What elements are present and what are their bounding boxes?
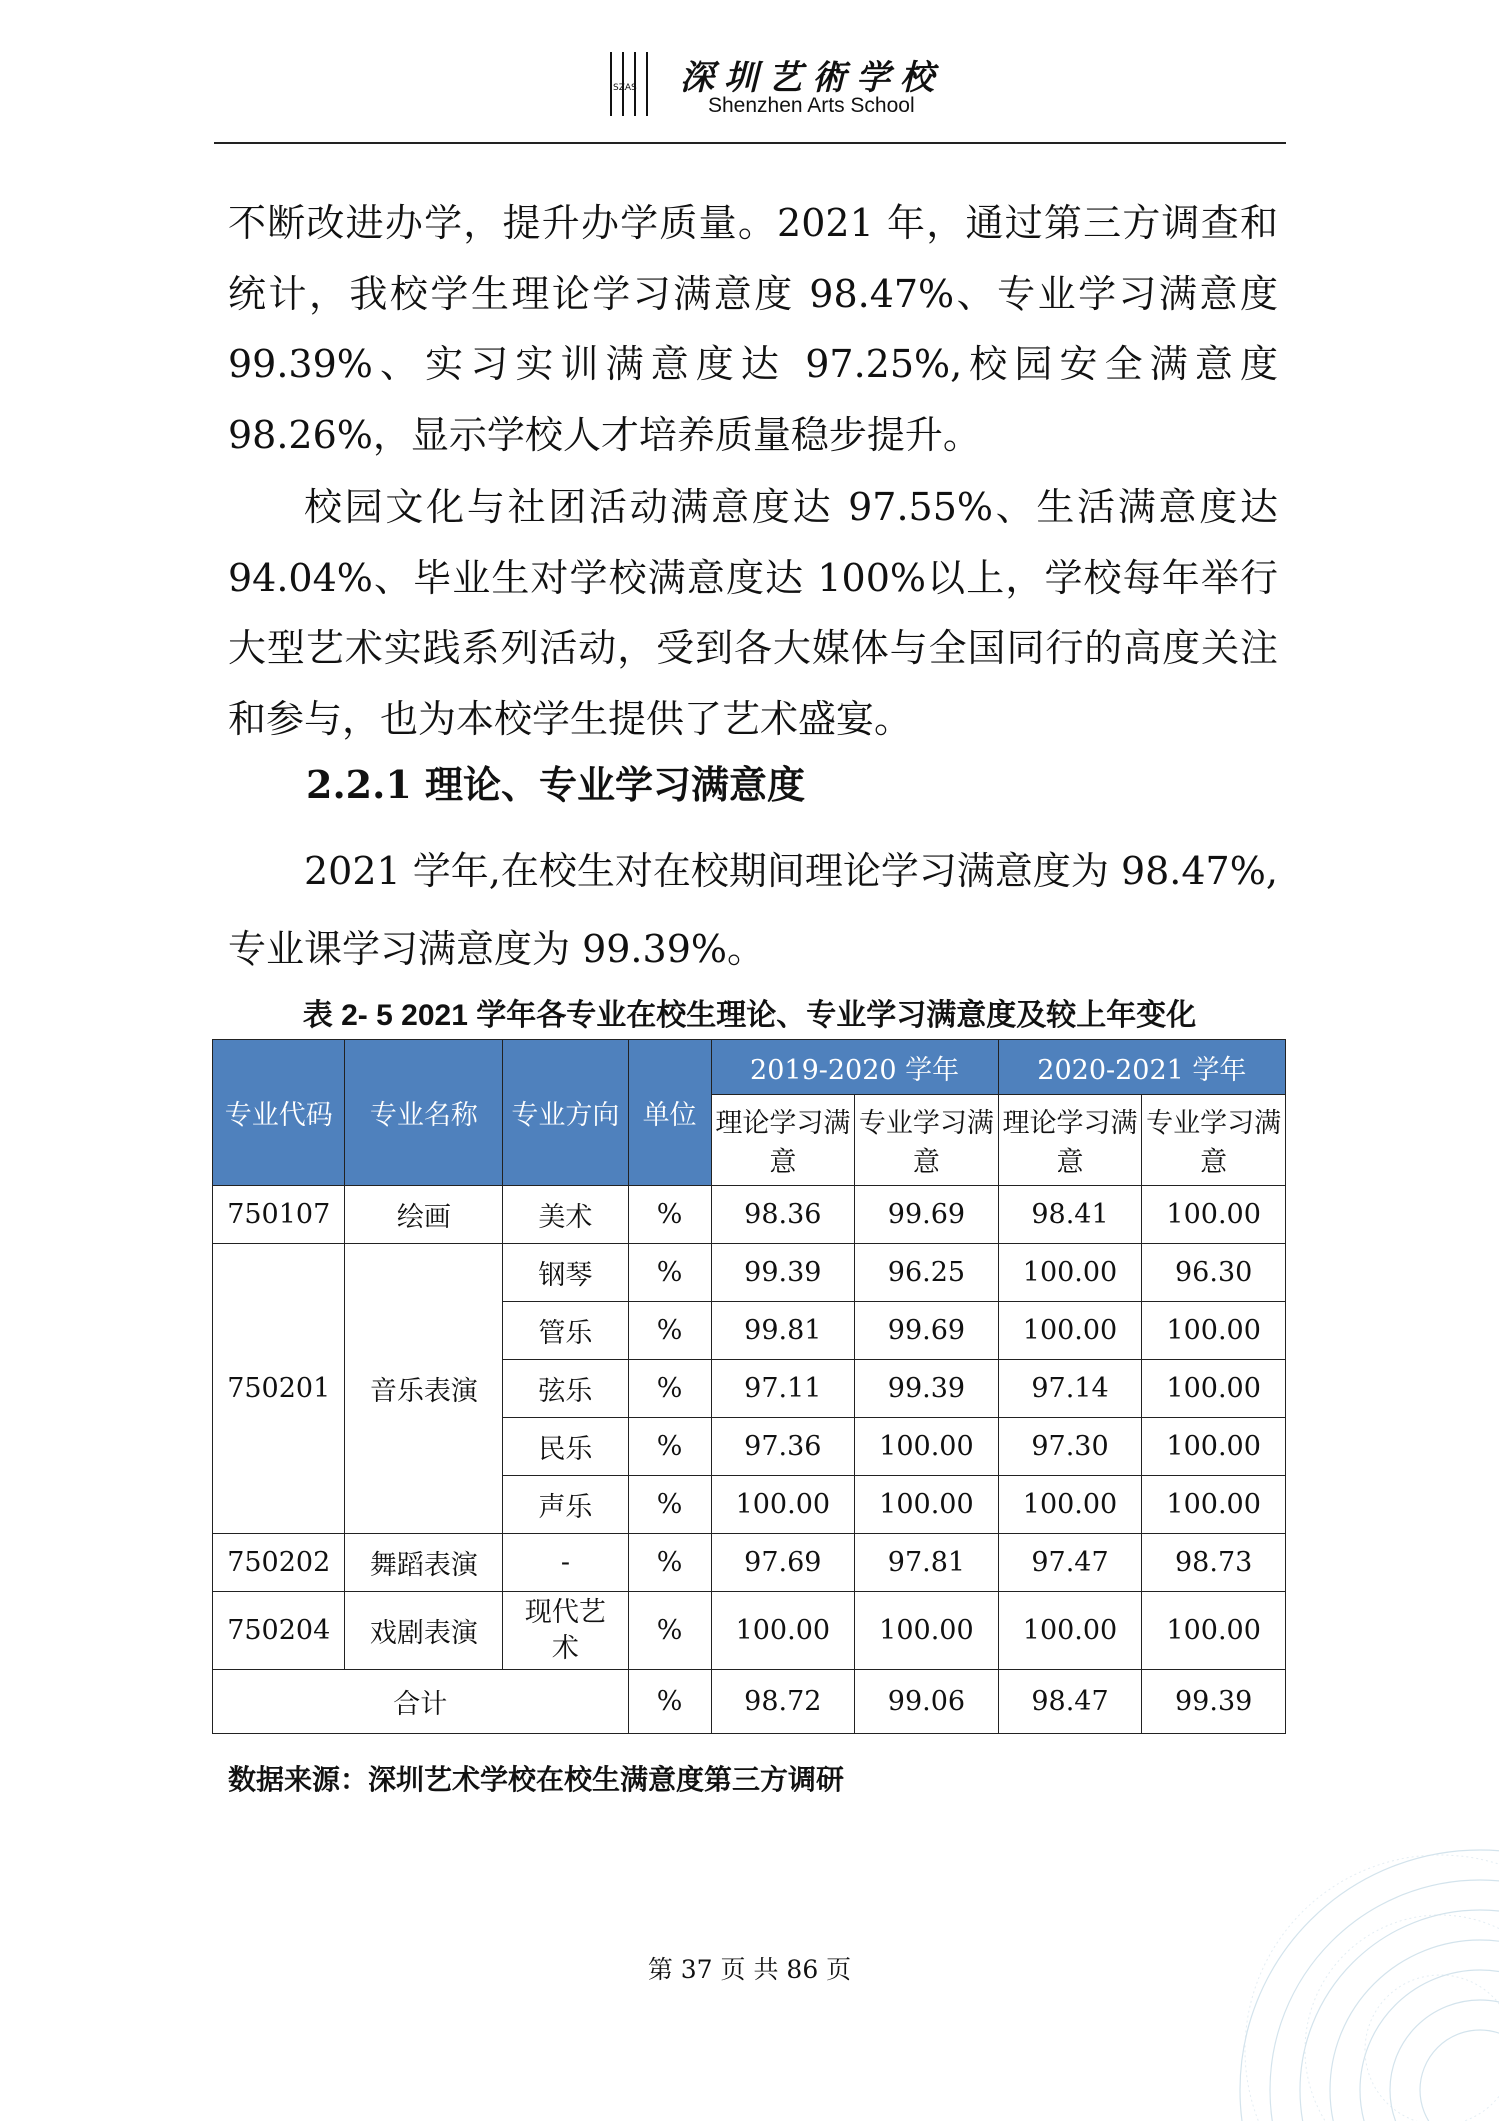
cell-code: 750107: [213, 1186, 345, 1244]
cell-value: 98.36: [711, 1186, 855, 1244]
cell-value: 100.00: [1142, 1302, 1286, 1360]
cell-value: 100.00: [998, 1592, 1142, 1670]
cell-value: 100.00: [711, 1476, 855, 1534]
school-name-en: Shenzhen Arts School: [708, 94, 915, 117]
cell-direction: 声乐: [503, 1476, 628, 1534]
table-row: [213, 1534, 1286, 1592]
cell-value: 97.11: [711, 1360, 855, 1418]
header-year-2020-2021: 2020-2021 学年: [998, 1040, 1285, 1095]
decorative-circles-icon: [1140, 1670, 1499, 2121]
cell-name: 音乐表演: [345, 1244, 503, 1534]
header-divider: [214, 142, 1286, 144]
cell-value: 100.00: [711, 1592, 855, 1670]
header-name: 专业名称: [345, 1040, 503, 1186]
school-name-cn: 深圳艺術学校: [680, 58, 944, 98]
table-row: [213, 1244, 1286, 1302]
cell-value: 100.00: [998, 1476, 1142, 1534]
cell-value: 98.72: [711, 1670, 855, 1734]
cell-value: 97.69: [711, 1534, 855, 1592]
cell-unit: %: [628, 1418, 711, 1476]
cell-value: 98.41: [998, 1186, 1142, 1244]
cell-value: 100.00: [1142, 1418, 1286, 1476]
cell-value: 100.00: [998, 1244, 1142, 1302]
table-caption: 表 2- 5 2021 学年各专业在校生理论、专业学习满意度及较上年变化: [302, 999, 1197, 1032]
cell-value: 99.39: [1142, 1670, 1286, 1734]
cell-value: 100.00: [998, 1302, 1142, 1360]
cell-unit: %: [628, 1476, 711, 1534]
cell-value: 100.00: [1142, 1592, 1286, 1670]
cell-direction: 美术: [503, 1186, 628, 1244]
header-theory-1: 理论学习满意: [711, 1095, 855, 1186]
data-source-note: 数据来源：深圳艺术学校在校生满意度第三方调研: [228, 1764, 845, 1795]
cell-value: 100.00: [1142, 1360, 1286, 1418]
cell-unit: %: [628, 1244, 711, 1302]
cell-value: 98.47: [998, 1670, 1142, 1734]
cell-value: 97.30: [998, 1418, 1142, 1476]
paragraph-1: [228, 188, 1278, 470]
cell-name: 戏剧表演: [345, 1592, 503, 1670]
cell-value: 99.69: [855, 1302, 999, 1360]
school-logo-icon: [608, 50, 656, 118]
cell-value: 100.00: [1142, 1476, 1286, 1534]
cell-code: 750204: [213, 1592, 345, 1670]
header-major-1: 专业学习满意: [855, 1095, 999, 1186]
cell-value: 98.73: [1142, 1534, 1286, 1592]
cell-unit: %: [628, 1670, 711, 1734]
cell-name: 舞蹈表演: [345, 1534, 503, 1592]
paragraph-1-text: 不断改进办学，提升办学质量。2021 年，通过第三方调查和统计，我校学生理论学习满意度 98.47%、专业学习满意度 99.39%、实习实训满意度达 97.25%,校园安全满意度 98.26%，显示学校人才培养质量稳步提升。: [228, 201, 1278, 457]
cell-direction: 弦乐: [503, 1360, 628, 1418]
cell-value: 99.39: [855, 1360, 999, 1418]
header-year-2019-2020: 2019-2020 学年: [711, 1040, 998, 1095]
header-code: 专业代码: [213, 1040, 345, 1186]
header-unit: 单位: [628, 1040, 711, 1186]
cell-value: 100.00: [855, 1418, 999, 1476]
cell-direction: 钢琴: [503, 1244, 628, 1302]
cell-unit: %: [628, 1302, 711, 1360]
section-heading: 2.2.1 理论、专业学习满意度: [306, 762, 806, 807]
cell-unit: %: [628, 1592, 711, 1670]
cell-value: 96.30: [1142, 1244, 1286, 1302]
cell-direction: 民乐: [503, 1418, 628, 1476]
table-total-row: [213, 1670, 1286, 1734]
cell-unit: %: [628, 1186, 711, 1244]
page-header: [0, 0, 1499, 148]
cell-unit: %: [628, 1360, 711, 1418]
cell-name: 绘画: [345, 1186, 503, 1244]
cell-value: 97.14: [998, 1360, 1142, 1418]
cell-value: 96.25: [855, 1244, 999, 1302]
cell-direction: -: [503, 1534, 628, 1592]
cell-value: 100.00: [1142, 1186, 1286, 1244]
header-direction: 专业方向: [503, 1040, 628, 1186]
paragraph-3-line-1: 2021 学年,在校生对在校期间理论学习满意度为 98.47%,: [304, 849, 1278, 893]
cell-value: 100.00: [855, 1476, 999, 1534]
cell-value: 99.81: [711, 1302, 855, 1360]
paragraph-3: [228, 832, 1288, 988]
cell-value: 97.36: [711, 1418, 855, 1476]
table-row: [213, 1186, 1286, 1244]
cell-value: 97.47: [998, 1534, 1142, 1592]
header-theory-2: 理论学习满意: [998, 1095, 1142, 1186]
cell-value: 99.69: [855, 1186, 999, 1244]
cell-direction: 管乐: [503, 1302, 628, 1360]
cell-value: 99.06: [855, 1670, 999, 1734]
cell-value: 99.39: [711, 1244, 855, 1302]
page-number: 第 37 页 共 86 页: [647, 1955, 852, 1984]
cell-code: 750202: [213, 1534, 345, 1592]
cell-code: 750201: [213, 1244, 345, 1534]
cell-unit: %: [628, 1534, 711, 1592]
table-row: [213, 1592, 1286, 1670]
cell-direction: 现代艺术: [503, 1592, 628, 1670]
svg-text:SZAS: SZAS: [613, 83, 637, 93]
paragraph-3-line-2: 专业课学习满意度为 99.39%。: [228, 927, 765, 971]
paragraph-2-text: 校园文化与社团活动满意度达 97.55%、生活满意度达 94.04%、毕业生对学校满意度达 100%以上，学校每年举行大型艺术实践系列活动，受到各大媒体与全国同行的高度关注和参与，也为本校学生提供了艺术盛宴。: [228, 485, 1278, 741]
satisfaction-table: [212, 1039, 1286, 1734]
paragraph-2: [228, 472, 1278, 754]
cell-value: 97.81: [855, 1534, 999, 1592]
cell-value: 100.00: [855, 1592, 999, 1670]
header-major-2: 专业学习满意: [1142, 1095, 1286, 1186]
cell-total-label: 合计: [213, 1670, 629, 1734]
